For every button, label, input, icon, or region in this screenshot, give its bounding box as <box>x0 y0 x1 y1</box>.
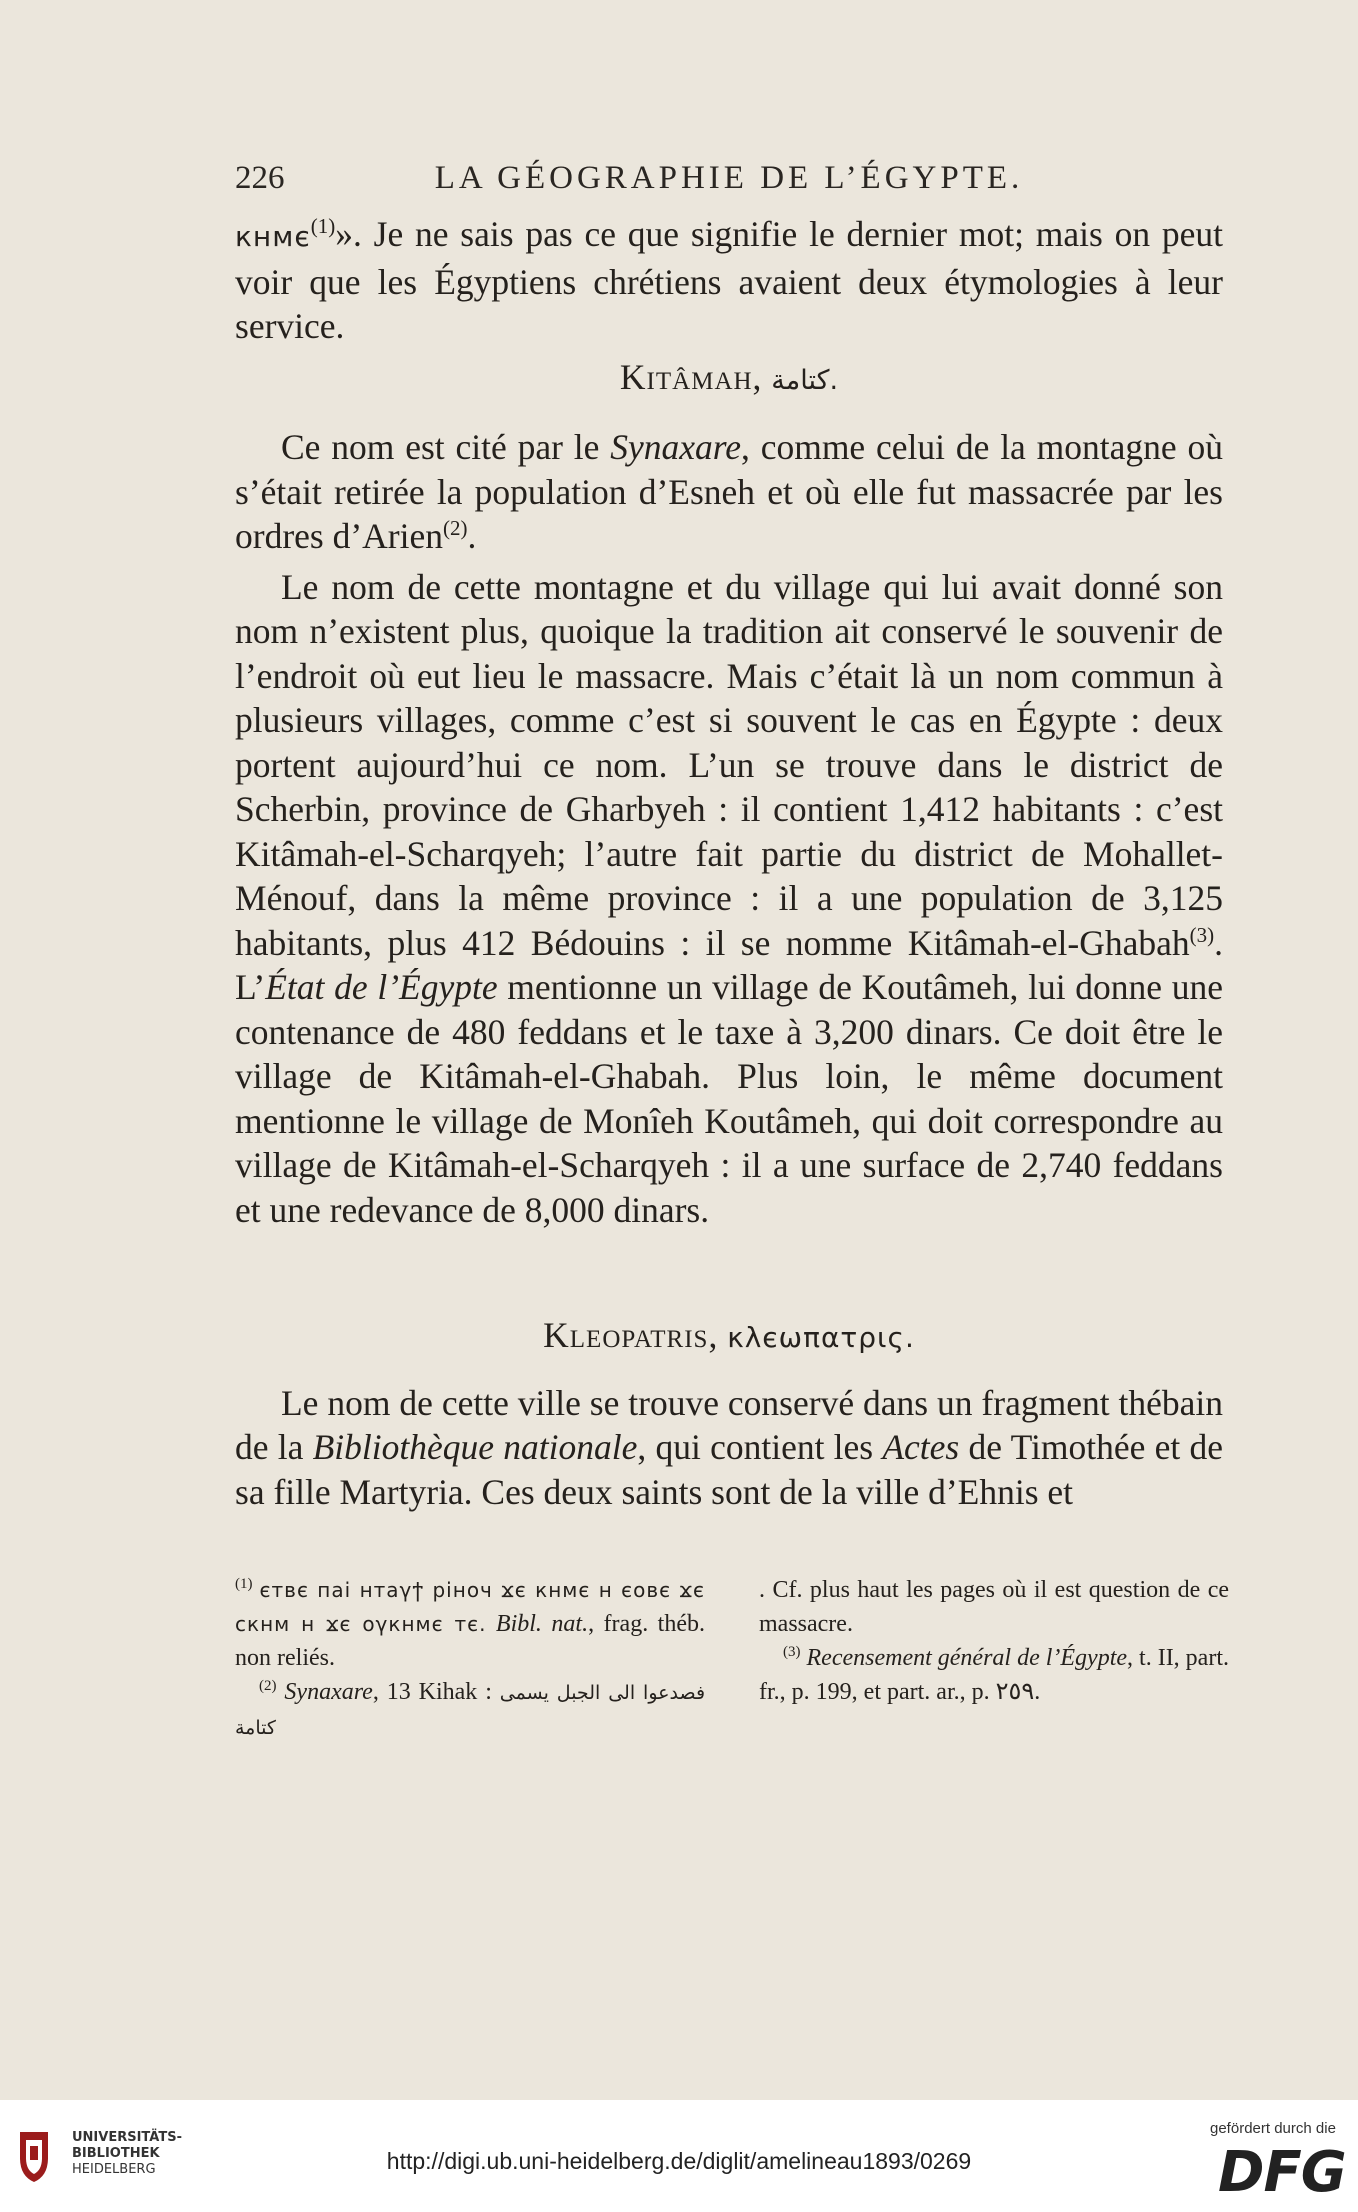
footnotes <box>235 1573 1229 1773</box>
funded-by-label: gefördert durch die <box>1210 2120 1336 2137</box>
footnote-ref-1: (1) <box>310 214 336 238</box>
coptic-word: кнмє <box>235 220 311 253</box>
main-text-bottom <box>235 1313 1223 1514</box>
footnote-ref-2: (2) <box>443 516 468 540</box>
institution-name: UNIVERSITÄTS- BIBLIOTHEK HEIDELBERG <box>72 2130 182 2177</box>
footnote-ref-3: (3) <box>1189 922 1215 947</box>
heading-kitamah: Kitâmah, كتامة. <box>619 356 839 397</box>
footnote-2-continued: . Cf. plus haut les pages où il est question de ce massacre. <box>759 1577 1229 1637</box>
footnote-arabic: فصدعوا الى الجبل يسمى كتامة <box>235 1682 706 1739</box>
footnote-2: $^{(2)}$ Synaxare, 13 Kihak : فصدعوا الى الجبل يسمى كتامة <box>235 1678 706 1739</box>
page-number: 226 <box>235 160 285 196</box>
running-title: LA GÉOGRAPHIE DE L’ÉGYPTE. <box>434 160 1024 196</box>
paragraph-4: Le nom de cette ville se trouve conservé dans un fragment thébain de la Bibliothèque nationale, qui contient les Actes de Timothée et de sa fille Martyria. Ces deux saints sont de la ville d’Ehnis et <box>235 1382 1223 1512</box>
paragraph-3: Le nom de cette montagne et du village qui lui avait donné son nom n’existent plus, quoique la tradition ait conservé le souvenir de l’endroit où eut lieu le massacre. Mais c’était là un nom commun à plusieurs villages, comme c’est si souvent le cas en Égypte : deux portent aujourd’hui ce nom. L’un se trouve dans le district de Scherbin, province de Gharbyeh : il contient 1,412 habitants : c’est Kitâmah-el-Scharqyeh; l’autre fait partie du district de Mohallet-Ménouf, dans la même province : il a une population de 3,125 habitants, plus 412 Bédouins : il se nomme Kitâmah-el-Ghabah$^{(3)}$. L’État de l’Égypte mentionne un village de Koutâmeh, lui donne une contenance de 480 feddans et le taxe à 3,200 dinars. Ce doit être le village de Kitâmah-el-Ghabah. Plus loin, le même document mentionne le village de Monîeh Koutâmeh, qui doit correspondre au village de Kitâmah-el-Scharqyeh : il a une surface de 2,740 feddans et une redevance de 8,000 dinars. <box>235 566 1223 1230</box>
paragraph-2: Ce nom est cité par le Synaxare, comme celui de la montagne où s’était retirée la population d’Esneh et où elle fut massacrée par les ordres d’Arien$^{(2)}$. <box>235 427 1223 556</box>
footnotes-left-column <box>235 1573 705 1745</box>
footnote-1: $^{(1)}$ єтвє паі нтаγϯ ріноч ϫє кнмє н єовє ϫє скнм н ϫє оγкнмє тє. Bibl. nat., frag. théb. non reliés. <box>235 1576 705 1671</box>
arabic-name: كتامة. <box>771 364 839 396</box>
paragraph-1: кнмє$^{(1)}$». Je ne sais pas ce que signifie le dernier mot; mais on peut voir que les Égyptiens chrétiens avaient deux étymologies à leur service. <box>235 214 1223 346</box>
dfg-logo: DFG <box>1218 2140 1346 2205</box>
source-url[interactable]: http://digi.ub.uni-heidelberg.de/diglit/amelineau1893/0269 <box>386 2148 972 2174</box>
heading-kleopatris: Kleopatris, κλєωπατρις. <box>543 1315 915 1355</box>
footnote-3: $^{(3)}$ Recensement général de l’Égypte, t. II, part. fr., p. 199, et part. ar., p. ٢٥٩. <box>759 1644 1229 1705</box>
coptic-name: κλєωπατρις. <box>727 1321 915 1354</box>
main-text-top <box>235 212 1223 1232</box>
running-header <box>235 160 1223 200</box>
footnotes-right-column <box>759 1573 1229 1709</box>
